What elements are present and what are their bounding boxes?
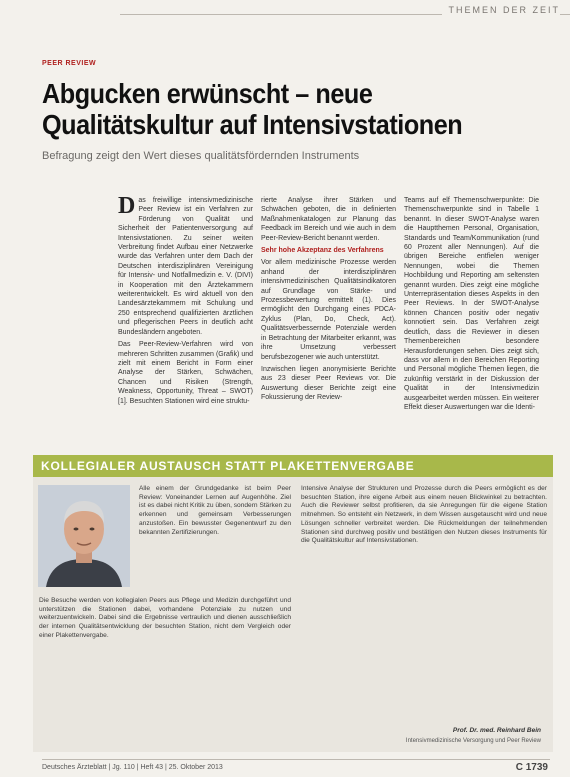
info-box-paragraph: Die Besuche werden von kollegialen Peers aus Pflege und Medizin durchgeführt und unterstützen die Stationen dabei, vorhandene Potenziale zu nutzen und weiterzuentwickeln. Dabei sind die Ergebnisse vertraulich und dienen ausschließlich der internen Qualitätsentwicklung der besuchten Station, nicht dem Vergleich oder einer Plakettenvergabe. — [39, 597, 291, 639]
info-box-text-right — [301, 485, 547, 548]
author-photo — [38, 485, 130, 587]
info-box — [33, 455, 553, 752]
portrait-illustration — [38, 485, 130, 587]
article-eyebrow: PEER REVIEW — [42, 60, 97, 67]
article-title: Abgucken erwünscht – neue Qualitätskultur auf Intensivstationen — [42, 78, 463, 140]
article-subtitle: Befragung zeigt den Wert dieses qualitätsfördernden Instruments — [42, 150, 360, 162]
body-paragraph: rierte Analyse ihrer Stärken und Schwächen geboten, die in definierten Maßnahmenkatalogen zur Planung das Feedback im Bereich und wie auch in dem Peer-Review-Bericht benannt werden. — [261, 197, 396, 242]
body-paragraph: Das Peer-Review-Verfahren wird von mehreren Schritten zusammen (Grafik) und zielt mit einem Bericht in Form einer Analyse der Stärken, Schwächen, Chancen und Risiken (Strength, Weakness, Opportunity, Threat – SWOT) [1]. Besuchten Stationen wird eine struktu- — [118, 341, 253, 405]
body-column-3 — [404, 196, 539, 446]
section-header — [0, 0, 570, 22]
info-box-signature: Prof. Dr. med. Reinhard Bein — [452, 727, 541, 734]
drop-cap: D — [118, 196, 136, 219]
body-column-2 — [261, 196, 396, 446]
info-box-text-left — [39, 597, 291, 643]
info-box-header — [33, 455, 553, 477]
article-body — [118, 196, 550, 446]
info-box-text-intro — [139, 485, 291, 539]
body-paragraph: Inzwischen liegen anonymisierte Berichte aus 23 dieser Peer Reviews vor. Die Auswertung dieser Berichte zeigt eine Fokussierung der Review- — [261, 365, 396, 402]
body-text: as freiwillige intensivmedizinische Peer Review ist ein Verfahren zur Förderung von Qualität und Sicherheit der Patientenversorgung auf Intensivstationen. Zu seiner weiten Verbreitung findet Aufbau einer Netzwerke wurde das Verfahren unter dem Dach der Deutschen interdisziplinären Vereinigung für Intensiv- und Notfallmedizin e. V. (DIVI) in Kooperation mit den Ärztekammern weiterentwickelt. Es wird aktuell von den Landesärztekammern mit Schulung und 250 entsprechend qualifizierten ärztlichen und pflegerischen Peers in deutlich acht Bundesländern angeboten. — [118, 197, 253, 336]
section-label: THEMEN DER ZEIT — [442, 5, 560, 15]
body-paragraph: Vor allem medizinische Prozesse werden anhand der interdisziplinären intensivmedizinischen Qualitätsindikatoren auf Grundlage von Stärke- und Prozessbewertung ermittelt (1). Dies ermöglicht den Durchgang eines PDCA-Zyklus (Plan, Do, Check, Act). Qualitätsverbessernde Potenziale werden in Betrachtung der Mitarbeiter erkannt, was ihre Umsetzung verbessert berufsbezogener wie auch unterstützt. — [261, 259, 396, 361]
body-paragraph: Teams auf elf Themenschwerpunkte: Die Themenschwerpunkte sind in Tabelle 1 benannt. In dieser SWOT-Analyse waren die Hauptthemen Personal, Organisation, Standards und Team/Kommunikation (rund 60 Prozent aller Nennungen). Auf die übrigen Bereiche entfielen weniger Nennungen, wobei die Themen Hochbildung und Reporting am seltensten genannt wurden. Dies zeigt eine mögliche Unterrepräsentation dieses Aspekts in den Peer Reviews. In der SWOT-Analyse können Chancen positiv oder negativ konnotiert sein. Das Verfahren zeigt deutlich, dass die Reviewer in diesen Themenbereichen besondere Herausforderungen sehen. Dies zeigt sich, dass vor allem in den Bereichen Reporting und Personal mögliche Themen liegen, die zukünftig verstärkt in der Diskussion der Qualität in der Intensivmedizin ausgearbeitet werden müssen. Ein weiterer Effekt dieser Auswertungen war die Identi- — [404, 197, 539, 411]
info-box-paragraph: Intensive Analyse der Strukturen und Prozesse durch die Peers ermöglicht es der besuchten Station, ihre eigene Arbeit aus einem neuen Blickwinkel zu betrachten. Auch die Reviewer selbst profitieren, da sie Anregungen für die eigene Station mitnehmen. So entsteht ein Netzwerk, in dem Wissen ausgetauscht wird und neue Lösungen schneller verbreitet werden. Die Rückmeldungen der teilnehmenden Stationen sind durchweg positiv und bestätigen den Nutzen dieses Instruments für die Qualitätskultur auf Intensivstationen. — [301, 485, 547, 545]
body-paragraph — [118, 196, 253, 337]
body-subheading: Sehr hohe Akzeptanz des Verfahrens — [261, 247, 384, 255]
body-column-1 — [118, 196, 253, 446]
info-box-affiliation: Intensivmedizinische Versorgung und Peer Review — [405, 738, 541, 744]
info-box-paragraph: Alle einem der Grundgedanke ist beim Peer Review: Voneinander Lernen auf Augenhöhe. Ziel ist es dabei nicht Kritik zu üben, sondern Stärken zu erkennen und gemeinsam Verbesserungen anzustoßen. Ein bewusster Gegenentwurf zu den bekannten Zertifizierungen. — [139, 485, 291, 536]
footer-rule — [42, 759, 550, 760]
footer-citation: Deutsches Ärzteblatt | Jg. 110 | Heft 43 | 25. Oktober 2013 — [42, 764, 223, 771]
page-number: C 1739 — [515, 762, 548, 773]
info-box-title: KOLLEGIALER AUSTAUSCH STATT PLAKETTENVERGABE — [41, 459, 415, 473]
